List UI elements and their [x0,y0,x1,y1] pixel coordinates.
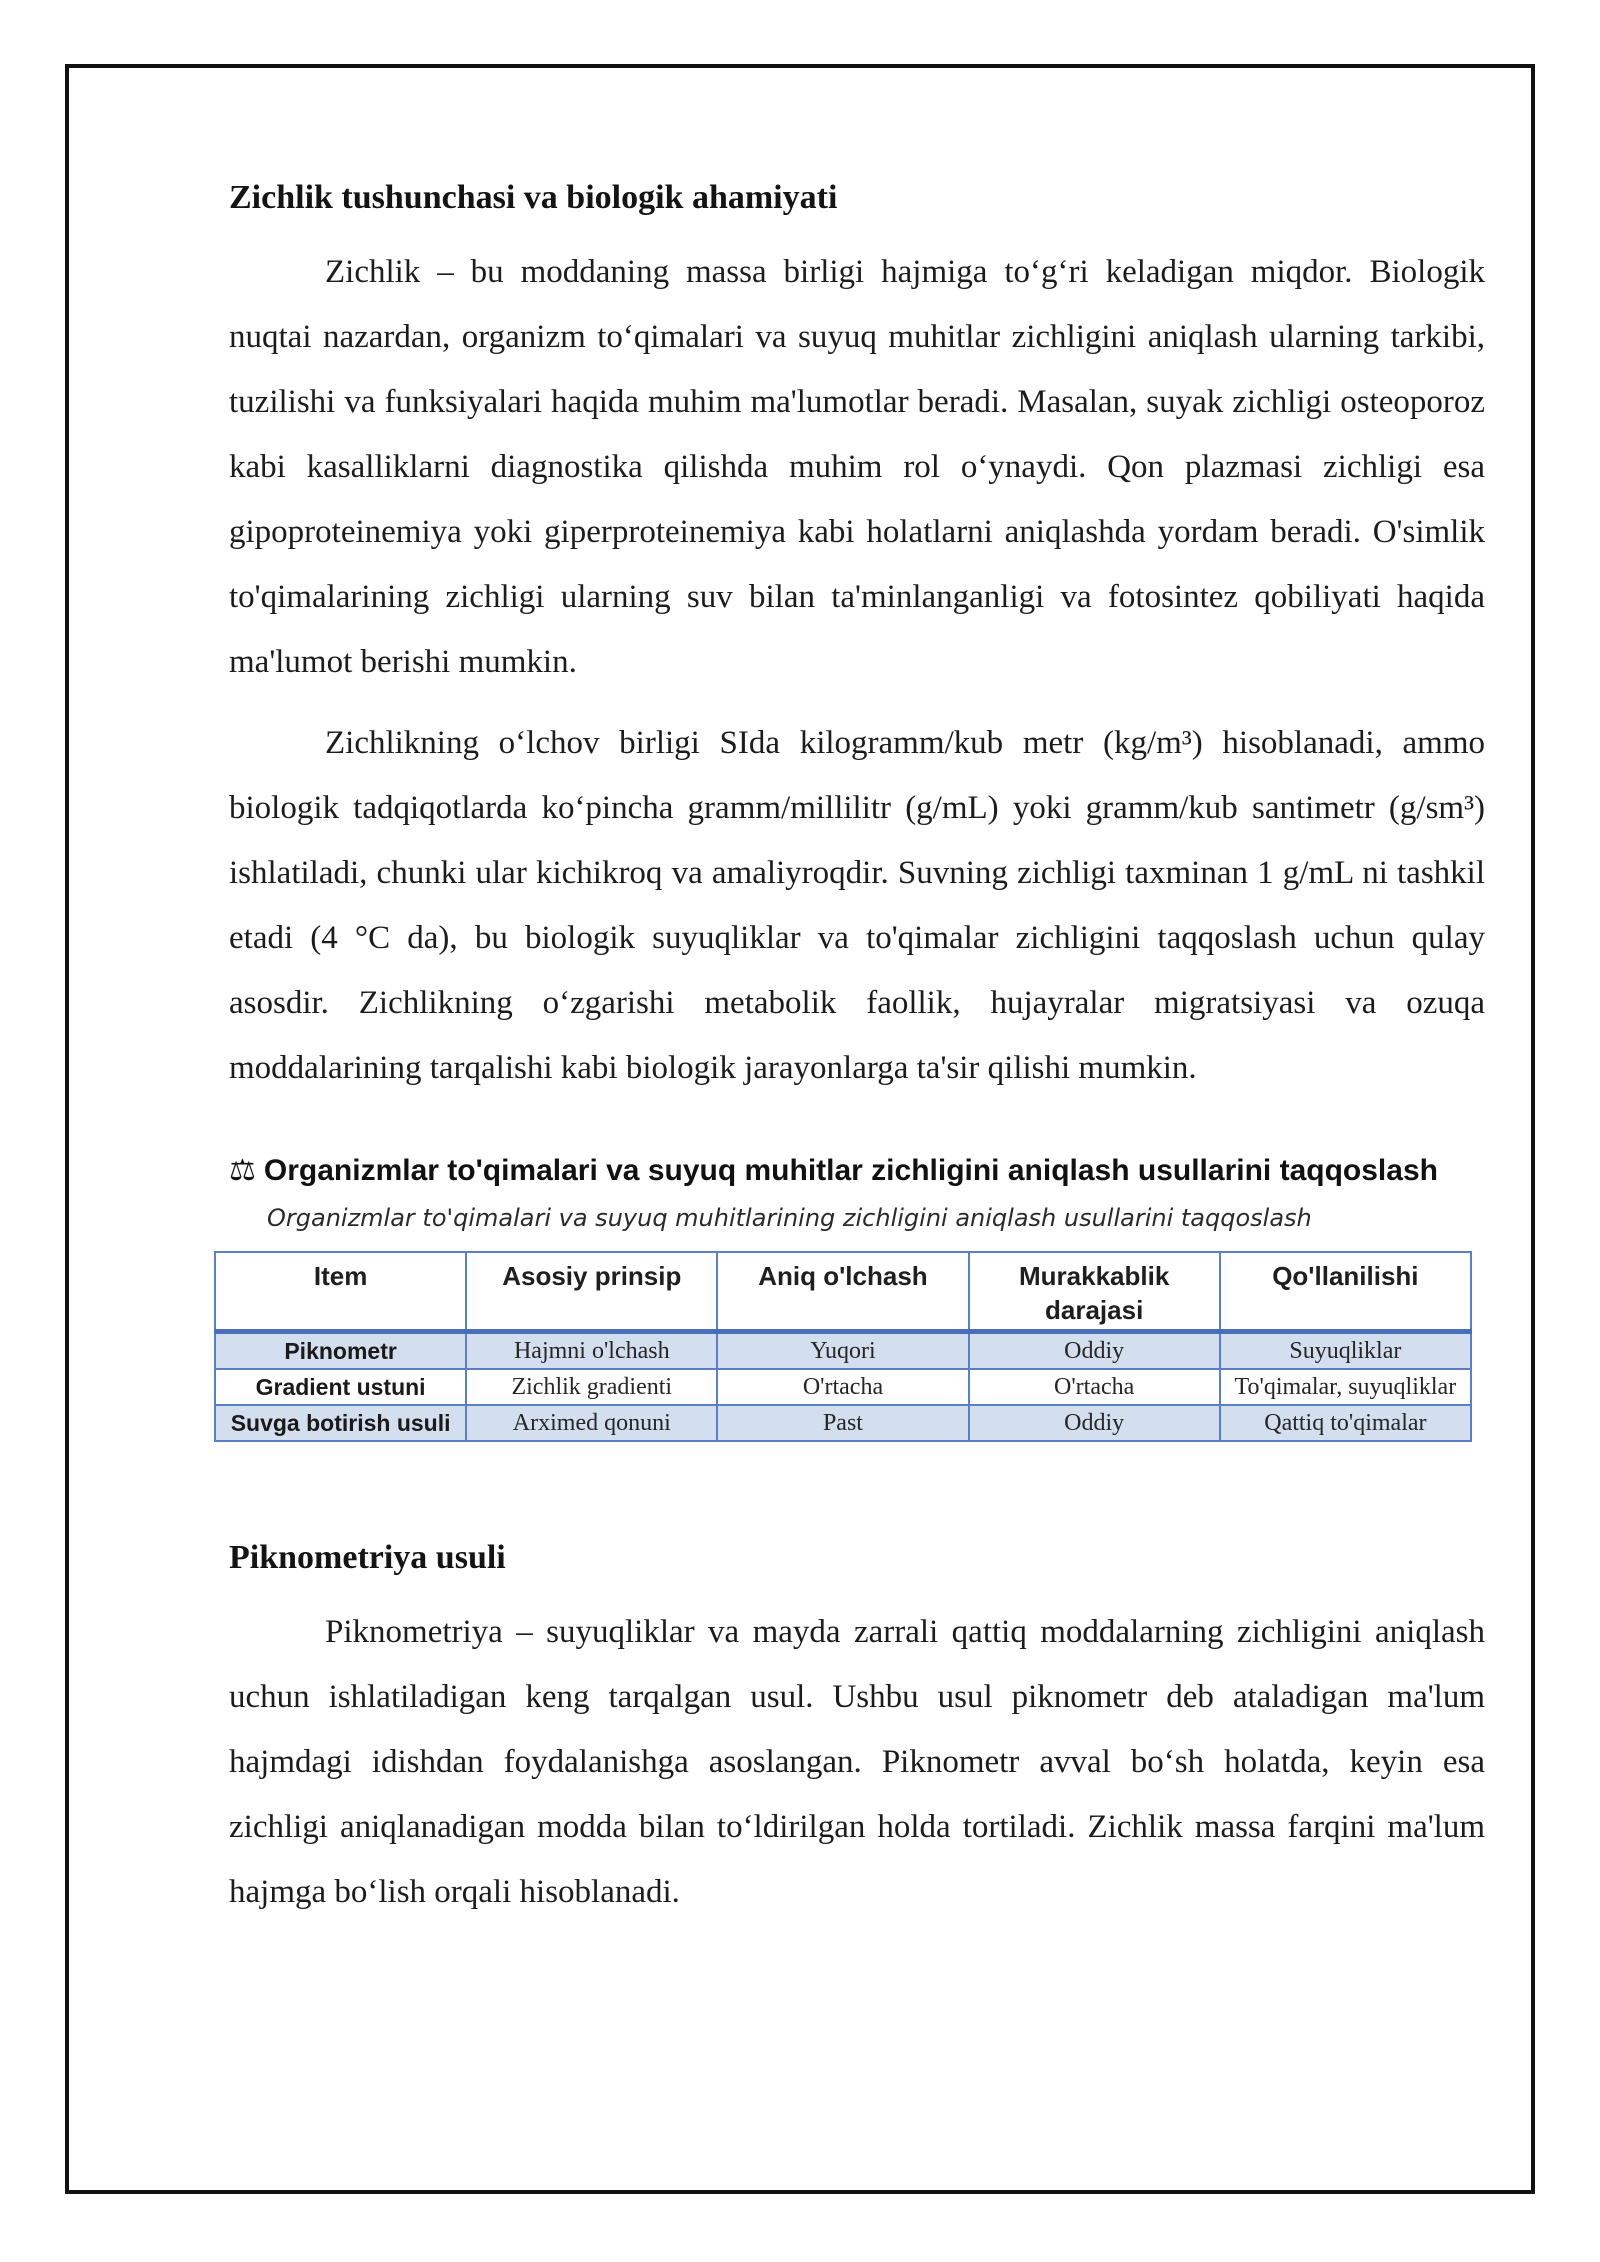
table-cell: Suvga botirish usuli [215,1405,466,1441]
table-header-row [215,1252,1471,1332]
table-cell: Suyuqliklar [1220,1332,1471,1370]
table-cell: Oddiy [969,1332,1220,1370]
table-cell: Past [717,1405,968,1441]
paragraph-density-intro: Zichlik – bu moddaning massa birligi hajmiga to‘g‘ri keladigan miqdor. Biologik nuqtai nazardan, organizm to‘qimalari va suyuq muhitlar zichligini aniqlash ularning tarkibi, tuzilishi va funksiyalari haqida muhim ma'lumotlar beradi. Masalan, suyak zichligi osteoporoz kabi kasalliklarni diagnostika qilishda muhim rol o‘ynaydi. Qon plazmasi zichligi esa gipoproteinemiya yoki giperproteinemiya kabi holatlarni aniqlashda yordam beradi. O'simlik to'qimalarining zichligi ularning suv bilan ta'minlanganligi va fotosintez qobiliyati haqida ma'lumot berishi mumkin. [229,254,1485,680]
paragraph-density-units: Zichlikning o‘lchov birligi SIda kilogramm/kub metr (kg/m³) hisoblanadi, ammo biologik tadqiqotlarda ko‘pincha gramm/millilitr (g/mL) yoki gramm/kub santimetr (g/sm³) ishlatiladi, chunki ular kichikroq va amaliyroqdir. Suvning zichligi taxminan 1 g/mL ni tashkil etadi (4 °C da), bu biologik suyuqliklar va to'qimalar zichligini taqqoslash uchun qulay asosdir. Zichlikning o‘zgarishi metabolik faollik, hujayralar migratsiyasi va ozuqa moddalarining tarqalishi kabi biologik jarayonlarga ta'sir qilishi mumkin. [229,725,1485,1086]
section-title-density: Zichlik tushunchasi va biologik ahamiyati [229,179,838,216]
document-body [229,168,1485,1925]
table-cell: Yuqori [717,1332,968,1370]
table-cell: Qattiq to'qimalar [1220,1405,1471,1441]
table-cell: O'rtacha [717,1369,968,1405]
table-cell: O'rtacha [969,1369,1220,1405]
column-header-principle: Asosiy prinsip [466,1252,717,1332]
column-header-complexity: Murakkablik darajasi [969,1252,1220,1332]
table-cell: To'qimalar, suyuqliklar [1220,1369,1471,1405]
paragraph-pycnometry: Piknometriya – suyuqliklar va mayda zarrali qattiq moddalarning zichligini aniqlash uchun ishlatiladigan keng tarqalgan usul. Ushbu usul piknometr deb ataladigan ma'lum hajmdagi idishdan foydalanishga asoslangan. Piknometr avval bo‘sh holatda, keyin esa zichligi aniqlanadigan modda bilan to‘ldirilgan holda tortiladi. Zichlik massa farqini ma'lum hajmga bo‘lish orqali hisoblanadi. [229,1614,1485,1910]
column-header-item: Item [215,1252,466,1332]
table-caption: Organizmlar to'qimalari va suyuq muhitlarining zichligini aniqlash usullarini taqqoslash [267,1204,1312,1232]
scale-icon: ⚖ [229,1153,256,1188]
table-cell: Piknometr [215,1332,466,1370]
table-row [215,1369,1471,1405]
column-header-application: Qo'llanilishi [1220,1252,1471,1332]
column-header-accuracy: Aniq o'lchash [717,1252,968,1332]
table-cell: Hajmni o'lchash [466,1332,717,1370]
table-row [215,1405,1471,1441]
section-title-pycnometry: Piknometriya usuli [229,1539,506,1576]
table-cell: Gradient ustuni [215,1369,466,1405]
table-cell: Zichlik gradienti [466,1369,717,1405]
table-heading-text: Organizmlar to'qimalari va suyuq muhitlar zichligini aniqlash usullarini taqqoslash [263,1154,1438,1187]
table-cell: Arximed qonuni [466,1405,717,1441]
table-heading [229,1149,1485,1193]
table-row [215,1332,1471,1370]
table-cell: Oddiy [969,1405,1220,1441]
comparison-table [214,1251,1472,1442]
